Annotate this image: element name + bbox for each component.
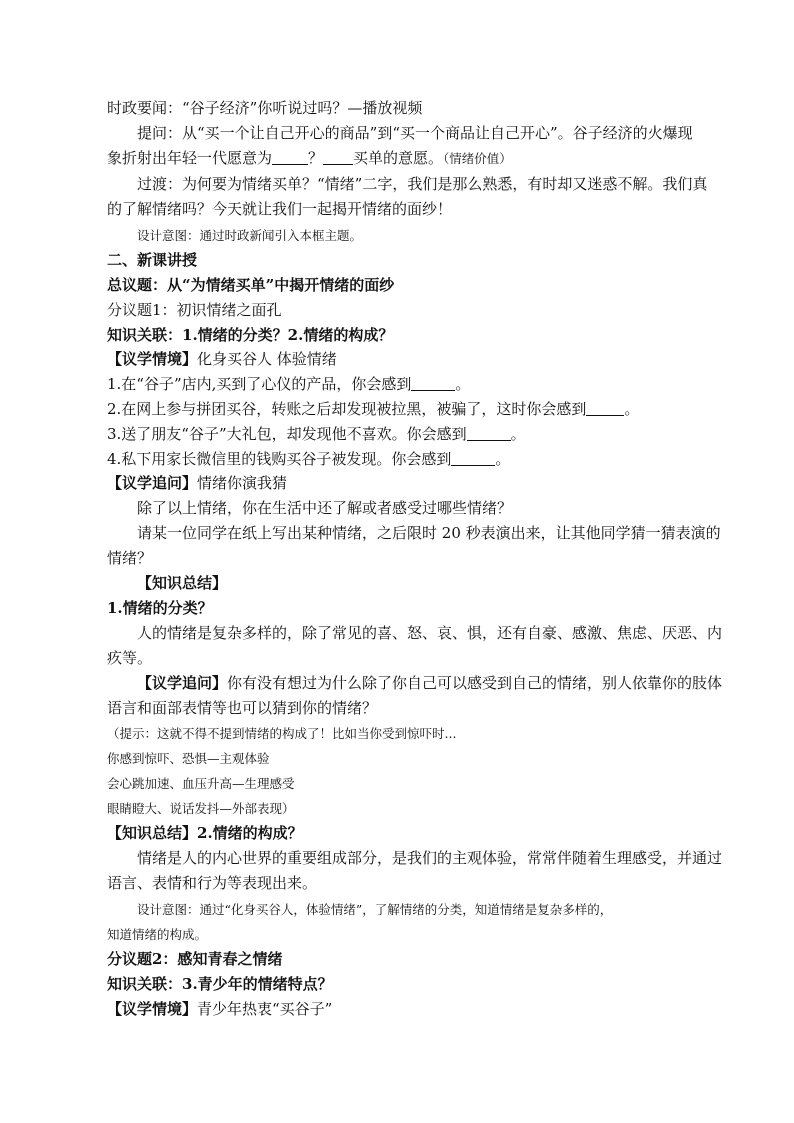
hint-line-1: （提示：这就不得不提到情绪的构成了！比如当你受到惊吓时... bbox=[107, 726, 457, 741]
summary-heading-1: 【知识总结】 bbox=[137, 574, 228, 592]
item-2: 2.在网上参与拼团买谷，转账之后却发现被拉黑，被骗了，这时你会感到 。 bbox=[107, 400, 640, 418]
activity-line-1: 请某一位同学在纸上写出某种情绪，之后限时 20 秒表演出来，让其他同学猜一猜表演的 bbox=[137, 524, 721, 542]
followup-line: 【议学追问】情绪你演我猜 bbox=[107, 474, 288, 492]
knowledge-link-2: 知识关联：3.青少年的情绪特点？ bbox=[107, 975, 333, 993]
scenario-line: 【议学情境】化身买谷人 体验情绪 bbox=[107, 350, 337, 368]
composition-line-1: 情绪是人的内心世界的重要组成部分，是我们的主观体验，常常伴随着生理感受，并通过 bbox=[137, 849, 723, 867]
sub-topic-1: 分议题1：初识情绪之面孔 bbox=[107, 301, 282, 319]
fill-blank[interactable] bbox=[411, 376, 455, 391]
composition-line-2: 语言、表情和行为等表现出来。 bbox=[107, 874, 318, 892]
summary-heading-2: 【知识总结】2.情绪的构成？ bbox=[107, 824, 303, 842]
activity-line-2: 情绪？ bbox=[107, 549, 153, 567]
fill-blank[interactable] bbox=[467, 426, 511, 441]
scenario-line-2: 【议学情境】青少年热衷“买谷子” bbox=[107, 1000, 333, 1018]
fill-blank[interactable] bbox=[323, 150, 353, 165]
hint-line-3: 会心跳加速、血压升高—生理感受 bbox=[107, 776, 295, 791]
question-text: 除了以上情绪，你在生活中还了解或者感受过哪些情绪？ bbox=[137, 499, 513, 517]
item-4: 4.私下用家长微信里的钱购买谷子被发现。你会感到 。 bbox=[107, 450, 511, 468]
fill-blank[interactable] bbox=[272, 150, 308, 165]
classification-line-1: 人的情绪是复杂多样的，除了常见的喜、怒、哀、惧，还有自豪、感激、焦虑、厌恶、内 bbox=[137, 624, 723, 642]
classification-line-2: 疚等。 bbox=[107, 649, 153, 667]
design-intent: 设计意图：通过时政新闻引入本框主题。 bbox=[137, 228, 363, 243]
question-line-1: 提问：从“买一个让自己开心的商品”到“买一个商品让自己开心”。谷子经济的火爆现 bbox=[137, 124, 693, 142]
hint-line-2: 你感到惊吓、恐惧—主观体验 bbox=[107, 751, 270, 766]
transition-line-1: 过渡：为何要为情绪买单？“情绪”二字，我们是那么熟悉，有时却又迷惑不解。我们真 bbox=[137, 175, 708, 193]
fill-blank[interactable] bbox=[451, 451, 495, 466]
design-intent-2-line-2: 知道情绪的构成。 bbox=[107, 927, 208, 942]
classification-title: 1.情绪的分类？ bbox=[107, 599, 213, 617]
sub-topic-2: 分议题2：感知青春之情绪 bbox=[107, 950, 283, 968]
followup-2-line-2: 语言和面部表情等也可以猜到你的情绪？ bbox=[107, 699, 378, 717]
hint-line-4: 眼睛瞪大、说话发抖—外部表现） bbox=[107, 801, 295, 816]
news-line: 时政要闻：“谷子经济”你听说过吗？—播放视频 bbox=[107, 99, 423, 117]
item-3: 3.送了朋友“谷子”大礼包，却发现他不喜欢。你会感到 。 bbox=[107, 425, 526, 443]
followup-2-line-1: 【议学追问】你有没有想过为什么除了你自己可以感受到自己的情绪，别人依靠你的肢体 bbox=[137, 674, 723, 692]
transition-line-2: 的了解情绪吗？今天就让我们一起揭开情绪的面纱！ bbox=[107, 200, 453, 218]
main-topic: 总议题：从“为情绪买单”中揭开情绪的面纱 bbox=[107, 276, 395, 294]
design-intent-2-line-1: 设计意图：通过“化身买谷人，体验情绪”，了解情绪的分类，知道情绪是复杂多样的， bbox=[137, 902, 613, 917]
question-line-2: 象折射出年轻一代愿意为 ？ 买单的意愿。（情绪价值） bbox=[107, 149, 512, 167]
fill-blank[interactable] bbox=[586, 401, 624, 416]
knowledge-link-1: 知识关联：1.情绪的分类？2.情绪的构成？ bbox=[107, 326, 394, 344]
item-1: 1.在“谷子”店内,买到了心仪的产品，你会感到 。 bbox=[107, 375, 471, 393]
section-heading: 二、新课讲授 bbox=[107, 251, 198, 269]
